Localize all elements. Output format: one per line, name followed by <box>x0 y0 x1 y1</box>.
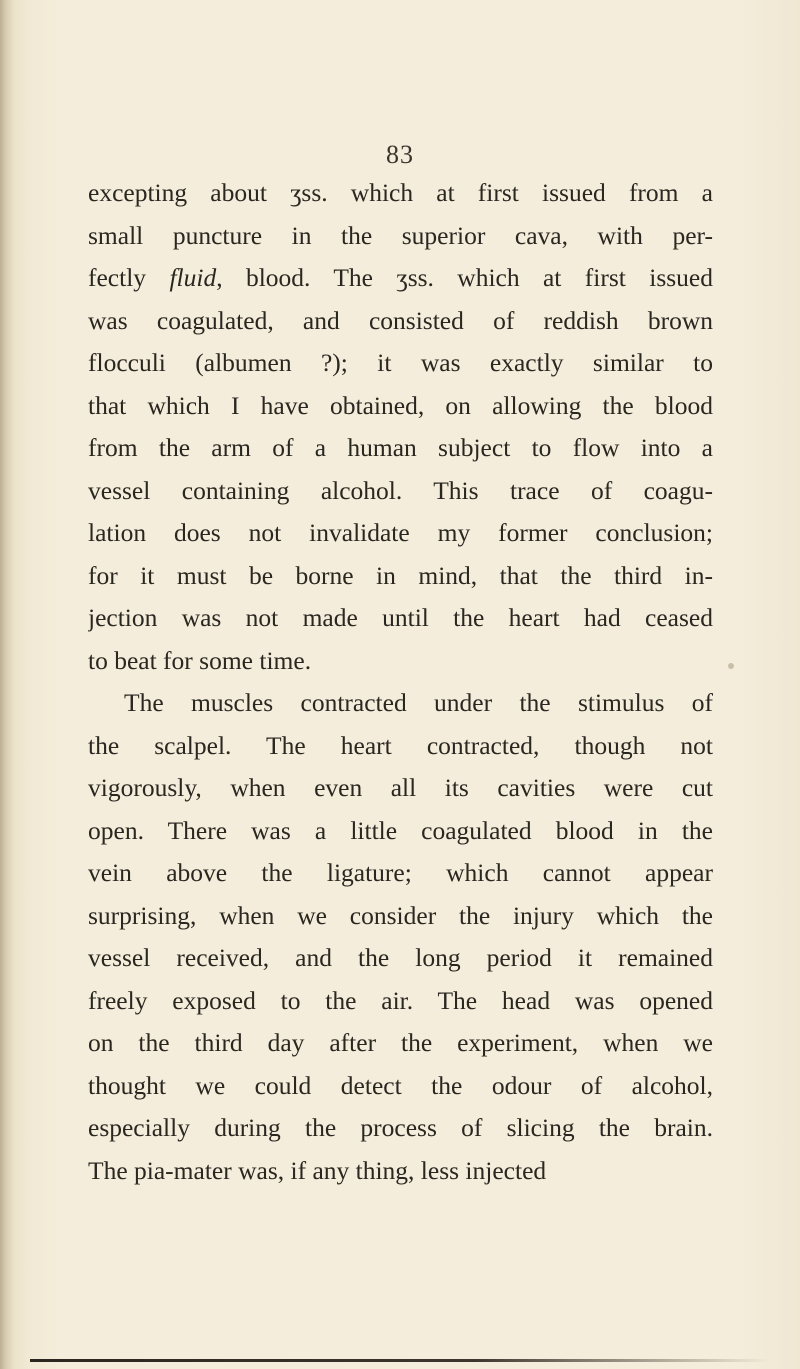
text-line-5: flocculi (albumen ?); it was exactly similar to <box>88 348 713 377</box>
text-line-10: for it must be borne in mind, that the third in- <box>88 560 713 590</box>
text-line-16: open. There was a little coagulated blood in the <box>88 815 713 845</box>
paper-speck <box>728 663 734 669</box>
text-line-23: especially during the process of slicing the brain. <box>88 1113 713 1142</box>
text-line-1: excepting about ʒss. which at first issued from a <box>88 178 713 207</box>
text-line-24: The pia-mater was, if any thing, less injected <box>88 1155 547 1185</box>
text-line-20: freely exposed to the air. The head was opened <box>88 985 713 1015</box>
page-number: 83 <box>386 140 414 169</box>
italic-word-fluid: fluid <box>169 263 217 292</box>
body-text <box>88 172 713 1192</box>
binding-edge <box>0 0 14 1369</box>
text-line-13: The muscles contracted under the stimulus of <box>124 688 713 717</box>
text-line-3 <box>88 257 713 300</box>
text-line-22: thought we could detect the odour of alcohol, <box>88 1070 713 1100</box>
text-line-15: vigorously, when even all its cavities were cut <box>88 773 713 802</box>
text-line-17: vein above the ligature; which cannot appear <box>88 858 713 887</box>
text-line-9: lation does not invalidate my former conclusion; <box>88 518 713 547</box>
text-line-18: surprising, when we consider the injury which the <box>88 900 713 930</box>
text-line-3-end: , blood. The ʒss. which at first issued <box>216 263 713 292</box>
text-line-6: that which I have obtained, on allowing the blood <box>88 390 713 420</box>
text-line-3-start: fectly <box>88 263 170 292</box>
text-line-7: from the arm of a human subject to flow into a <box>88 433 713 462</box>
bottom-edge-shadow <box>30 1359 770 1362</box>
text-line-19: vessel received, and the long period it remained <box>88 943 713 972</box>
text-line-4: was coagulated, and consisted of reddish brown <box>88 305 713 335</box>
text-line-21: on the third day after the experiment, when we <box>88 1028 713 1057</box>
text-line-12: to beat for some time. <box>88 645 312 675</box>
text-line-2: small puncture in the superior cava, with per- <box>88 220 713 250</box>
text-line-11: jection was not made until the heart had ceased <box>88 603 713 632</box>
text-line-14: the scalpel. The heart contracted, though not <box>88 730 713 760</box>
text-line-8: vessel containing alcohol. This trace of coagu- <box>88 475 713 505</box>
